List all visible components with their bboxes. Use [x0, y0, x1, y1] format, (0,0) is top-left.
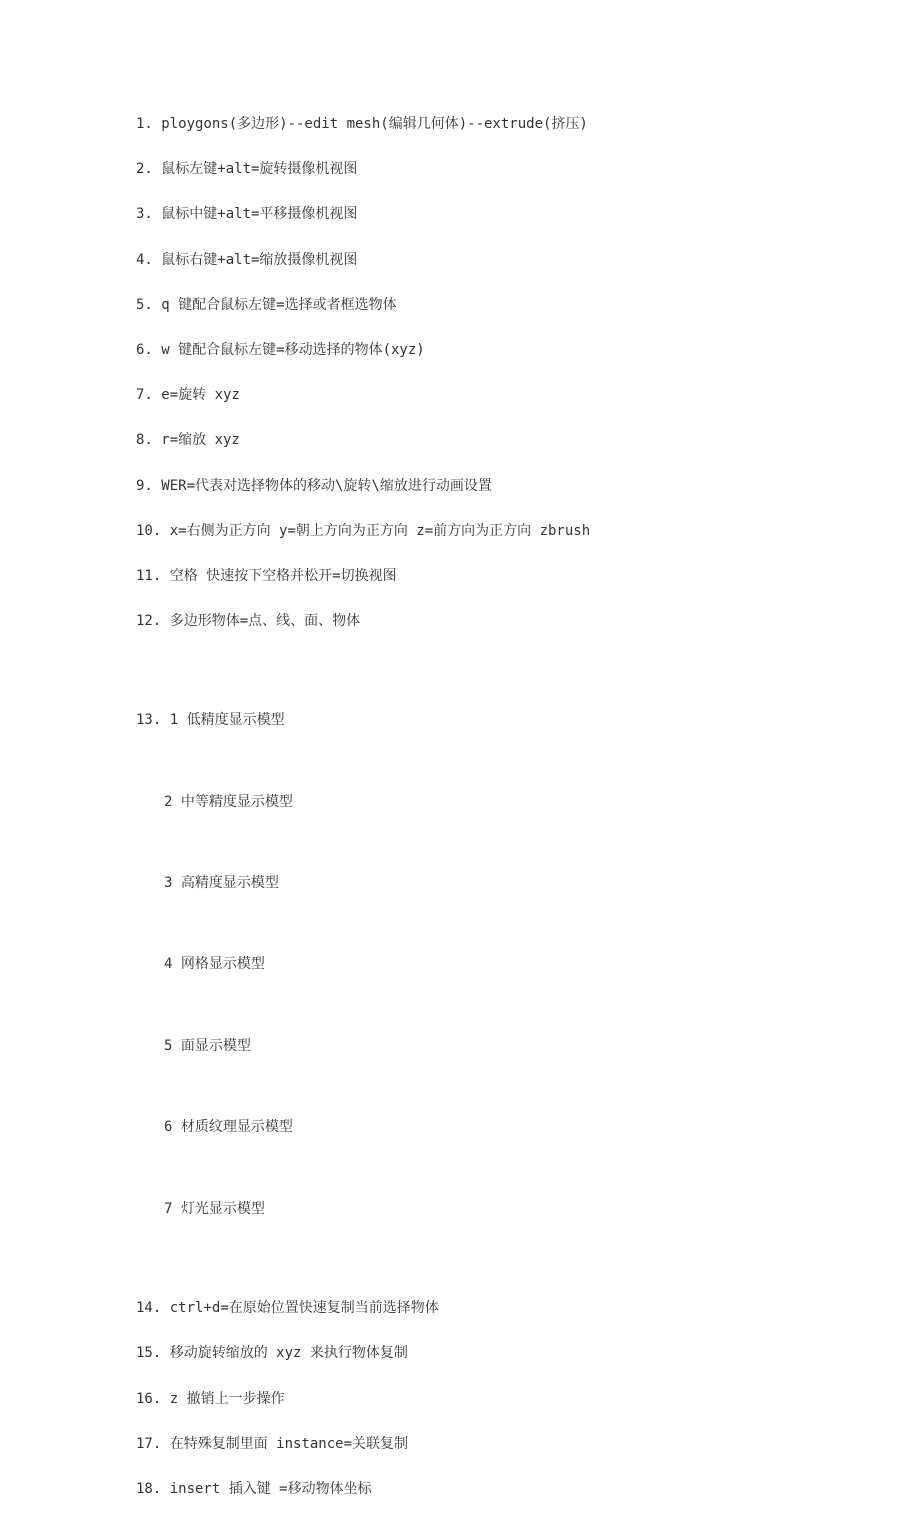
list-item-17: 17. 在特殊复制里面 instance=关联复制 [136, 1435, 409, 1452]
list-item-14: 14. ctrl+d=在原始位置快速复制当前选择物体 [136, 1300, 439, 1317]
list-item-13-line-2: 2 中等精度显示模型 [164, 793, 293, 810]
list-item-5: 5. q 键配合鼠标左键=选择或者框选物体 [136, 296, 397, 313]
list-item-12: 12. 多边形物体=点、线、面、物体 [136, 613, 361, 630]
list-item-13 [136, 653, 876, 1277]
list-item-11: 11. 空格 快速按下空格并松开=切换视图 [136, 567, 397, 584]
list-item-13-line-3: 3 高精度显示模型 [164, 875, 279, 892]
shortcut-list [136, 111, 876, 1521]
list-item-8: 8. r=缩放 xyz [136, 432, 240, 449]
list-item-13-line-6: 6 材质纹理显示模型 [164, 1119, 293, 1136]
list-item-16: 16. z 撤销上一步操作 [136, 1390, 285, 1407]
list-item-7: 7. e=旋转 xyz [136, 387, 240, 404]
list-item-13-line-7: 7 灯光显示模型 [164, 1200, 265, 1217]
list-item-6: 6. w 键配合鼠标左键=移动选择的物体(xyz) [136, 341, 425, 358]
list-item-4: 4. 鼠标右键+alt=缩放摄像机视图 [136, 251, 358, 268]
list-item-1: 1. ploygons(多边形)--edit mesh(编辑几何体)--extrude(挤压) [136, 116, 588, 132]
list-item-13-line-5: 5 面显示模型 [164, 1037, 251, 1054]
list-item-9: 9. WER=代表对选择物体的移动\旋转\缩放进行动画设置 [136, 477, 492, 494]
list-item-13-line-1: 13. 1 低精度显示模型 [136, 712, 285, 729]
list-item-18: 18. insert 插入键 =移动物体坐标 [136, 1480, 372, 1497]
list-item-13-line-4: 4 网格显示模型 [164, 956, 265, 973]
list-item-2: 2. 鼠标左键+alt=旋转摄像机视图 [136, 161, 358, 178]
list-item-3: 3. 鼠标中键+alt=平移摄像机视图 [136, 206, 358, 223]
list-item-15: 15. 移动旋转缩放的 xyz 来执行物体复制 [136, 1345, 408, 1362]
list-item-10: 10. x=右侧为正方向 y=朝上方向为正方向 z=前方向为正方向 zbrush [136, 522, 591, 539]
